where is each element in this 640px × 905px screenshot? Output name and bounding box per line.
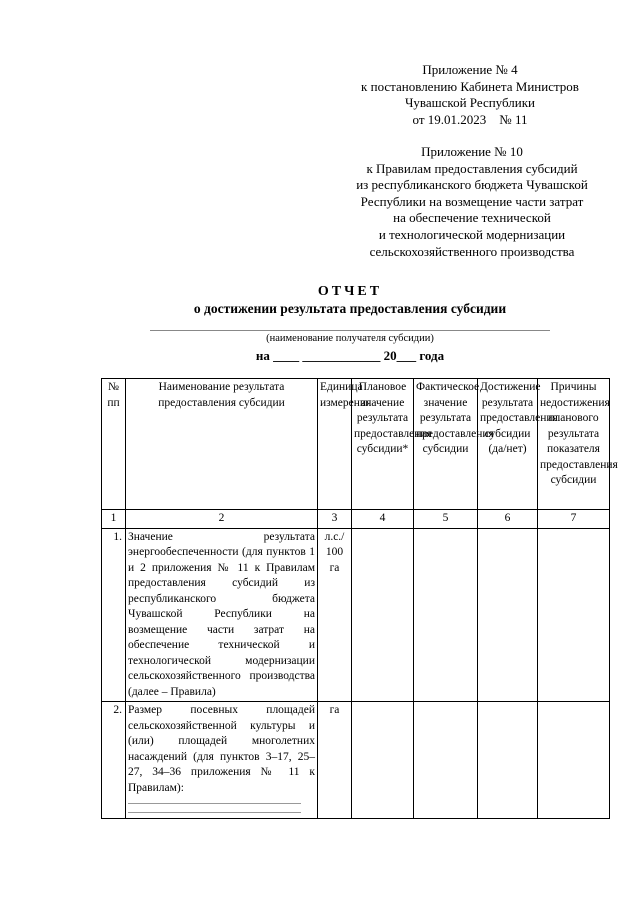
column-number: 7 xyxy=(538,510,610,529)
table-row xyxy=(102,702,610,819)
row-number: 2. xyxy=(102,702,126,819)
column-number: 6 xyxy=(478,510,538,529)
report-title: ОТЧЕТ xyxy=(317,284,383,299)
row-actual-value-cell[interactable] xyxy=(414,528,478,702)
column-number-row xyxy=(102,510,610,529)
header-number: № пп xyxy=(102,379,126,510)
annex-4-line: Приложение № 4 xyxy=(422,62,518,77)
table-row xyxy=(102,528,610,702)
row-number: 1. xyxy=(102,528,126,702)
annex-10-line: сельскохозяйственного производства xyxy=(369,243,575,259)
row-planned-value-cell[interactable] xyxy=(352,528,414,702)
annex-10-line: Республики на возмещение части затрат xyxy=(360,193,584,209)
column-number: 4 xyxy=(352,510,414,529)
annex-4-header xyxy=(340,62,600,128)
column-number: 3 xyxy=(318,510,352,529)
row-achievement-cell[interactable] xyxy=(478,528,538,702)
header-reasons: Причины недостижения планового результата показателя предоставления субсидии xyxy=(538,379,610,510)
annex-10-line: из республиканского бюджета Чувашской xyxy=(356,177,588,193)
row-result-name-cell xyxy=(126,702,318,819)
row-unit: л.с./ 100 га xyxy=(318,528,352,702)
report-date-line: на ____ ____________ 20___ года xyxy=(255,348,445,363)
column-number: 1 xyxy=(102,510,126,529)
annex-10-line: на обеспечение технической xyxy=(393,210,551,226)
row-result-name: Размер посевных площадей сельскохозяйственной культуры и (или) площадей многолетних насаждений (для пунктов 3–17, 25–27, 34–36 приложения № 11 к Правилам): xyxy=(128,704,315,794)
header-planned-value: Плановое значение результата предоставления субсидии* xyxy=(352,379,414,510)
table-header-row xyxy=(102,379,610,510)
row-achievement-cell[interactable] xyxy=(478,702,538,819)
annex-4-line: к постановлению Кабинета Министров xyxy=(361,78,579,94)
annex-10-header xyxy=(336,144,608,260)
header-result-name: Наименование результата предоставления субсидии xyxy=(126,379,318,510)
subitem-blank-line xyxy=(128,803,301,804)
column-number: 2 xyxy=(126,510,318,529)
header-achievement: Достижение результата предоставления субсидии (да/нет) xyxy=(478,379,538,510)
header-actual-value: Фактическое значение результата предоставления субсидии xyxy=(414,379,478,510)
annex-10-line: и технологической модернизации xyxy=(378,226,566,242)
recipient-caption: (наименование получателя субсидии) xyxy=(266,333,434,344)
report-table xyxy=(101,378,618,819)
row-planned-value-cell[interactable] xyxy=(352,702,414,819)
row-reasons-cell[interactable] xyxy=(538,702,610,819)
subitem-blank-line xyxy=(128,812,301,813)
column-number: 5 xyxy=(414,510,478,529)
report-subtitle: о достижении результата предоставления субсидии xyxy=(193,301,507,316)
header-unit: Единица измерения xyxy=(318,379,352,510)
annex-10-line: Приложение № 10 xyxy=(421,144,523,159)
annex-4-line: Чувашской Республики xyxy=(404,95,536,111)
annex-4-line: от 19.01.2023 № 11 xyxy=(412,111,528,127)
row-reasons-cell[interactable] xyxy=(538,528,610,702)
row-actual-value-cell[interactable] xyxy=(414,702,478,819)
row-result-name: Значение результата энергообеспеченности (для пунктов 1 и 2 приложения № 11 к Правилам предоставления субсидий из республиканского бюджета Чувашской Республики на возмещение части затрат на обеспечение технической и технологической модернизации сельскохозяйственного производства (далее – Правила) xyxy=(126,528,318,702)
annex-10-line: к Правилам предоставления субсидий xyxy=(366,160,578,176)
recipient-name-line xyxy=(150,330,550,331)
row-unit: га xyxy=(318,702,352,819)
